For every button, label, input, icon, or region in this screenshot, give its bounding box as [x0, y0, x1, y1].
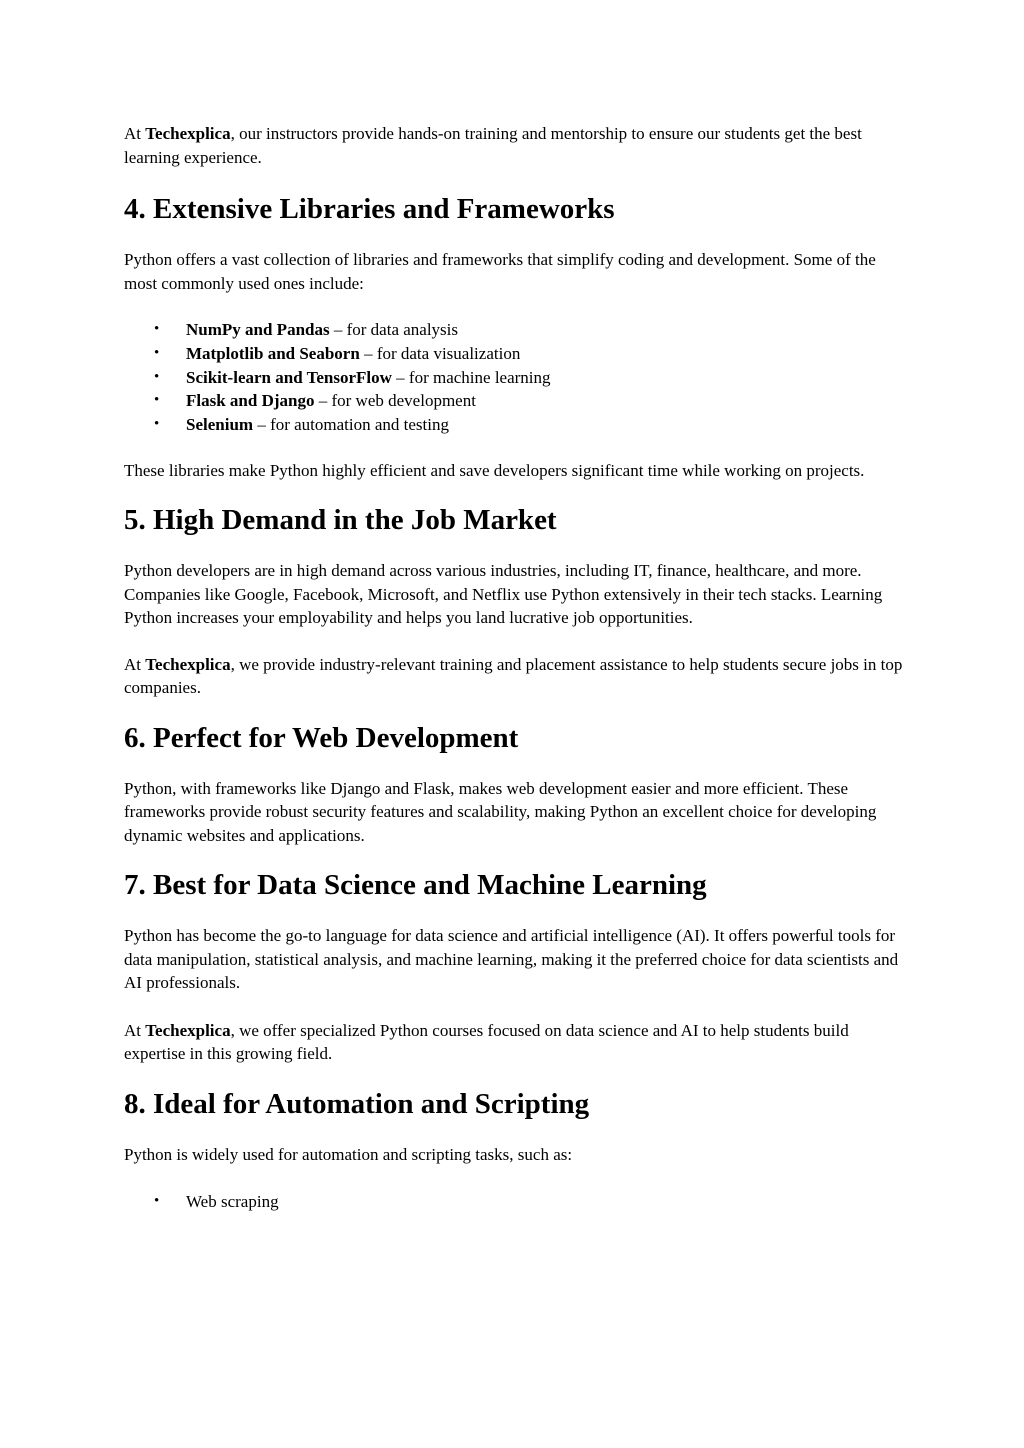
paragraph-text: , we offer specialized Python courses focused on data science and AI to help students build expertise in this growing field.	[124, 1020, 849, 1064]
section-8-paragraph: Python is widely used for automation and scripting tasks, such as:	[124, 1144, 573, 1164]
list-item-text: – for web development	[314, 391, 476, 411]
list-item-text: – for machine learning	[391, 367, 551, 387]
list-item-bold: NumPy and Pandas	[186, 320, 330, 339]
section-7-paragraph: Python has become the go-to language for data science and artificial intelligence (AI). It offers powerful tools for data manipulation, statistical analysis, and machine learning, making it the preferred choice for data scientists and AI professionals.	[124, 926, 899, 993]
list-item	[124, 342, 904, 366]
brand-name: Techexplica	[145, 1020, 231, 1040]
section-7-heading: 7. Best for Data Science and Machine Learning	[124, 869, 707, 902]
list-item	[124, 318, 904, 342]
automation-list	[124, 1190, 904, 1214]
paragraph-prefix: At	[124, 1020, 146, 1040]
list-item-text: – for data analysis	[329, 320, 459, 339]
list-item-bold: Selenium	[186, 415, 254, 435]
list-item	[124, 366, 904, 390]
section-8-heading: 8. Ideal for Automation and Scripting	[124, 1087, 590, 1120]
section-5-paragraph: Python developers are in high demand across various industries, including IT, finance, healthcare, and more. Companies like Google, Facebook, Microsoft, and Netflix use Python extensively in their tech stacks. Learning Python increases your employability and helps you land lucrative job opportunities.	[124, 561, 883, 628]
section-6-paragraph: Python, with frameworks like Django and Flask, makes web development easier and more efficient. These frameworks provide robust security features and scalability, making Python an excellent choice for developing dynamic websites and applications.	[124, 778, 877, 845]
paragraph-prefix: At	[124, 654, 146, 674]
paragraph-text: , we provide industry-relevant training and placement assistance to help students secure jobs in top companies.	[124, 654, 903, 698]
brand-name: Techexplica	[145, 124, 231, 143]
libraries-list	[124, 318, 904, 437]
section-5-heading: 5. High Demand in the Job Market	[124, 504, 557, 537]
section-6-heading: 6. Perfect for Web Development	[124, 721, 519, 754]
section-5-brand-paragraph	[124, 653, 904, 700]
section-4-closing-paragraph: These libraries make Python highly efficient and save developers significant time while working on projects.	[124, 460, 865, 480]
intro-text: , our instructors provide hands-on training and mentorship to ensure our students get the best learning experience.	[124, 124, 862, 167]
list-item-bold: Scikit-learn and TensorFlow	[186, 367, 392, 387]
list-item: • Web scraping	[124, 1190, 904, 1214]
section-4-paragraph: Python offers a vast collection of libraries and frameworks that simplify coding and development. Some of the most commonly used ones include:	[124, 250, 876, 293]
list-item	[124, 389, 904, 413]
list-item-text: – for automation and testing	[253, 415, 449, 435]
list-item-text: – for data visualization	[359, 343, 521, 363]
list-item-bold: Matplotlib and Seaborn	[186, 343, 360, 363]
section-7-brand-paragraph	[124, 1019, 904, 1066]
section-4-heading: 4. Extensive Libraries and Frameworks	[124, 193, 615, 225]
list-item-bold: Flask and Django	[186, 391, 315, 411]
intro-prefix: At	[124, 124, 146, 143]
brand-name: Techexplica	[145, 654, 231, 674]
document-page	[124, 122, 904, 1214]
intro-paragraph	[124, 122, 904, 169]
list-item	[124, 413, 904, 437]
